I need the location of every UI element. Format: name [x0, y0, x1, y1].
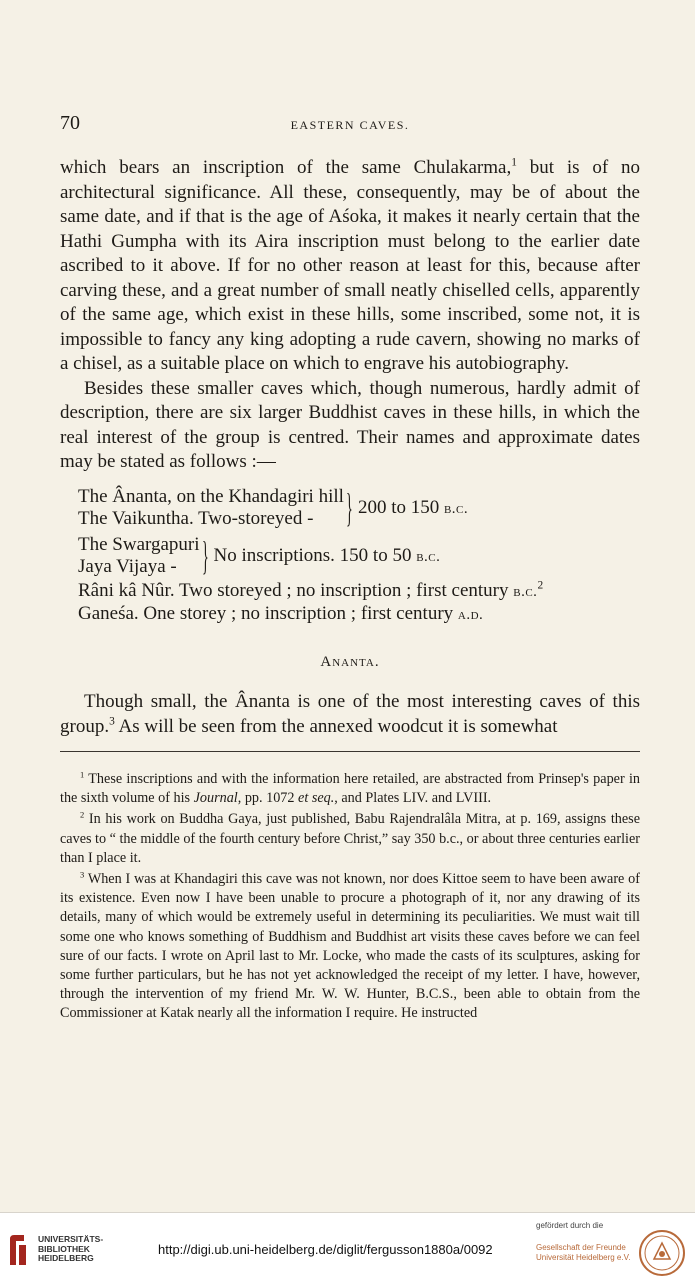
- supported-by-label: gefördert durch die: [536, 1221, 604, 1230]
- running-title: EASTERN CAVES.: [290, 118, 410, 132]
- cave-group-1-date: 200 to 150 b.c.: [357, 496, 469, 518]
- section-paragraph: Though small, the Ânanta is one of the most interesting caves of this group.$^3$ As will be seen from the annexed woodcut it is somewhat: [60, 691, 640, 737]
- cave-list: [78, 486, 638, 626]
- paragraph-2: Besides these smaller caves which, though numerous, hardly admit of description, there are six larger Buddhist caves in these hills, in which the real interest of the group is centred. Their names and approximate dates may be stated as follows :—: [60, 377, 640, 472]
- cave-group-2: [78, 534, 638, 578]
- cave-jaya-vijaya: Jaya Vijaya -: [78, 556, 177, 577]
- university-seal-icon: [638, 1229, 686, 1277]
- footnote-3: $^3$ When I was at Khandagiri this cave was not known, nor does Kittoe seem to have been aware of its existence. Even now I have been unable to procure a photograph of it, nor any drawing of its details, many of which would be extremely useful in determining its peculiarities. We must wait till some one who knows something of Buddhism and Buddhist art visits these caves before we can feel sure of our facts. I wrote on April last to Mr. Locke, who made the casts of its sculptures, asking for some further particulars, but he has not yet acknowledged the receipt of my letter. I have, however, through the intervention of my friend Mr. W. W. Hunter, B.C.S., been able to obtain from the Commissioner at Katak nearly all the information I require. He instructed: [60, 869, 640, 1022]
- cave-group-2-date: No inscriptions. 150 to 50 b.c.: [213, 544, 441, 566]
- cave-group-1: [78, 486, 638, 530]
- page-number: 70: [60, 112, 80, 134]
- footnote-ref-3: 3: [109, 715, 115, 728]
- body-text: [60, 156, 640, 475]
- footnote-ref-1: 1: [511, 156, 517, 169]
- cave-ananta: The Ânanta, on the Khandagiri hill: [78, 486, 344, 507]
- library-logo-icon: [8, 1233, 28, 1267]
- footnote-divider: [60, 751, 640, 752]
- brace-icon: }: [201, 533, 209, 578]
- society-name: Gesellschaft der Freunde Universität Heidelberg e.V.: [536, 1243, 631, 1262]
- page-header: [60, 112, 640, 138]
- cave-vaikuntha: The Vaikuntha. Two-storeyed -: [78, 508, 314, 529]
- brace-icon: }: [345, 485, 353, 530]
- footnotes: [60, 770, 640, 1024]
- footnote-1: $^1$ These inscriptions and with the information here retailed, are abstracted from Prinsep's paper in the sixth volume of his Journal, pp. 1072 et seq., and Plates LIV. and LVIII.: [60, 769, 640, 807]
- permalink[interactable]: http://digi.ub.uni-heidelberg.de/diglit/fergusson1880a/0092: [158, 1242, 493, 1257]
- cave-rani-ka-nur: Râni kâ Nûr. Two storeyed ; no inscription ; first century b.c.$^2$: [78, 579, 544, 601]
- paragraph-1: which bears an inscription of the same Chulakarma,$^1$ but is of no architectural significance. All these, consequently, may be of about the same date, and if that is the age of Aśoka, it makes it nearly certain that the Hathi Gumpha with its Aira inscription must belong to the earlier date ascribed to it above. If for no other reason at least for this, because after carving these, and a great number of small neatly chiselled cells, apparently of the same age, which exist in these hills, some inscribed, some not, it is impossible to fancy any king adopting a rude cavern, showing no marks of a chisel, as a suitable place on which to engrave his autobiography.: [60, 156, 640, 374]
- footnote-2: $^2$ In his work on Buddha Gaya, just published, Babu Rajendralâla Mitra, at p. 169, assigns these caves to “ the middle of the fourth century before Christ,” say 350 b.c., or about three centuries earlier than I place it.: [60, 809, 640, 866]
- digitization-footer: [0, 1212, 695, 1278]
- library-name: UNIVERSITÄTS- BIBLIOTHEK HEIDELBERG: [38, 1234, 104, 1263]
- cave-ganesa: Ganeśa. One storey ; no inscription ; first century a.d.: [78, 603, 484, 624]
- section-heading: Ananta.: [320, 654, 380, 670]
- cave-swargapuri: The Swargapuri: [78, 534, 200, 555]
